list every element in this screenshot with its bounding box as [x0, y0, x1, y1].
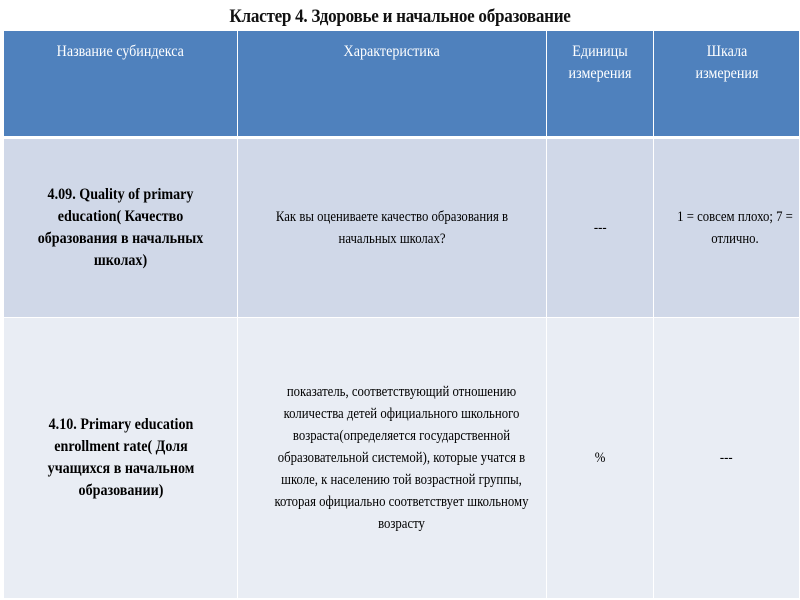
- column-header-units: Единицы измерения: [547, 31, 654, 138]
- units-cell: ---: [547, 138, 654, 318]
- subindex-table: [3, 30, 800, 599]
- column-header-name: Название субиндекса: [4, 31, 238, 138]
- description-cell: показатель, соответствующий отношению количества детей официального школьного возраста(определяется государственной образовательной системой), которые учатся в школе, к населению той возрастной группы, которая официально соответствует школьному возрасту: [238, 318, 547, 599]
- description-cell: Как вы оцениваете качество образования в начальных школах?: [238, 138, 547, 318]
- subindex-name-cell: 4.10. Primary education enrollment rate( Доля учащихся в начальном образовании): [4, 318, 238, 599]
- column-header-description: Характеристика: [238, 31, 547, 138]
- column-header-scale: Шкала измерения: [654, 31, 800, 138]
- page-title: Кластер 4. Здоровье и начальное образование: [229, 6, 571, 27]
- table-row: [4, 138, 800, 318]
- units-cell: %: [547, 318, 654, 599]
- subindex-name-cell: 4.09. Quality of primary education( Качество образования в начальных школах): [4, 138, 238, 318]
- table-row: [4, 318, 800, 599]
- scale-cell: 1 = совсем плохо; 7 = отлично.: [654, 138, 800, 318]
- table-header-row: [4, 31, 800, 138]
- scale-cell: ---: [654, 318, 800, 599]
